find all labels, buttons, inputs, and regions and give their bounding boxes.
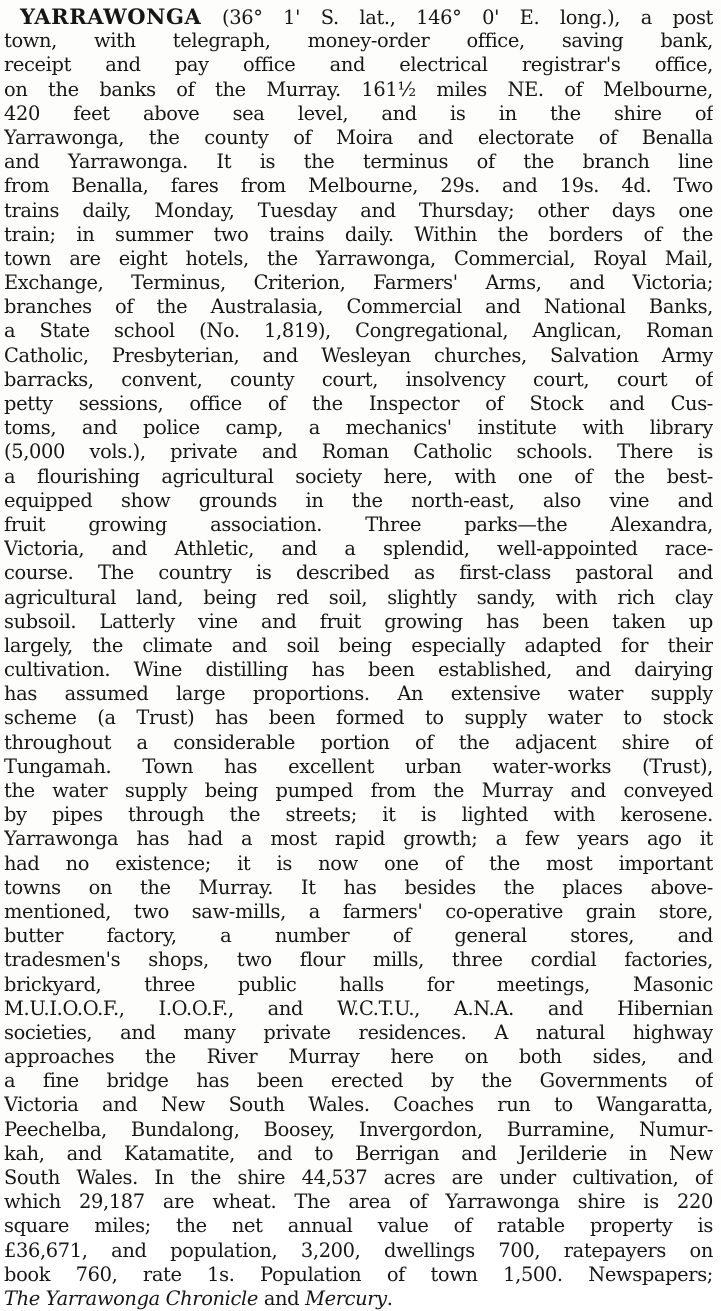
- text-line: Exchange, Terminus, Criterion, Farmers' Arms, and Victoria;: [4, 271, 713, 295]
- text-line: throughout a considerable portion of the adjacent shire of: [4, 730, 713, 754]
- text-line: from Benalla, fares from Melbourne, 29s. and 19s. 4d. Two: [4, 174, 713, 198]
- text-line: 420 feet above sea level, and is in the shire of: [4, 101, 713, 125]
- text-line: course. The country is described as first-class pastoral and: [4, 561, 713, 585]
- text-line: petty sessions, office of the Inspector of Stock and Cus-: [4, 392, 713, 415]
- text-line: kah, and Katamatite, and to Berrigan and Jerilderie in New: [4, 1141, 713, 1165]
- text-line: by pipes through the streets; it is lighted with kerosene.: [4, 803, 713, 827]
- entry-body: [4, 29, 713, 1287]
- text-line: a State school (No. 1,819), Congregational, Anglican, Roman: [4, 319, 713, 343]
- text-line: Catholic, Presbyterian, and Wesleyan churches, Salvation Army: [4, 343, 713, 367]
- text-line: town are eight hotels, the Yarrawonga, Commercial, Royal Mail,: [4, 246, 713, 270]
- text-line: (5,000 vols.), private and Roman Catholic schools. There is: [4, 440, 713, 464]
- text-line: which 29,187 are wheat. The area of Yarrawonga shire is 220: [4, 1190, 713, 1214]
- text-line: agricultural land, being red soil, slightly sandy, with rich clay: [4, 585, 713, 609]
- text-line: £36,671, and population, 3,200, dwellings 700, ratepayers on: [4, 1238, 713, 1262]
- newspaper-name-1: The Yarrawonga Chronicle: [4, 1286, 259, 1310]
- text-line: butter factory, a number of general stores, and: [4, 924, 713, 948]
- entry-last-line: [4, 1287, 713, 1311]
- text-line: book 760, rate 1s. Population of town 1,500. Newspapers;: [4, 1262, 713, 1286]
- entry-coordinates: (36° 1' S. lat., 146° 0' E. long.), a post: [201, 6, 713, 29]
- text-line: town, with telegraph, money-order office, saving bank,: [4, 29, 713, 53]
- text-line: Victoria, and Athletic, and a splendid, well-appointed race-: [4, 537, 713, 561]
- text-line: a flourishing agricultural society here, with one of the best-: [4, 464, 713, 488]
- text-line: branches of the Australasia, Commercial and National Banks,: [4, 295, 713, 319]
- text-line: on the banks of the Murray. 161½ miles NE. of Melbourne,: [4, 77, 713, 101]
- newspaper-join: and: [258, 1286, 306, 1310]
- text-line: largely, the climate and soil being especially adapted for their: [4, 633, 713, 657]
- text-line: tradesmen's shops, two flour mills, three cordial factories,: [4, 948, 713, 972]
- text-line: fruit growing association. Three parks—the Alexandra,: [4, 512, 713, 536]
- text-line: and Yarrawonga. It is the terminus of the branch line: [4, 150, 713, 174]
- text-line: Peechelba, Bundalong, Boosey, Invergordon, Burramine, Numur-: [4, 1117, 713, 1141]
- text-line: toms, and police camp, a mechanics' institute with library: [4, 416, 713, 440]
- text-line: scheme (a Trust) has been formed to supply water to stock: [4, 706, 713, 730]
- text-line: receipt and pay office and electrical registrar's office,: [4, 53, 713, 77]
- text-line: square miles; the net annual value of ratable property is: [4, 1214, 713, 1238]
- text-line: Yarrawonga has had a most rapid growth; a few years ago it: [4, 827, 713, 851]
- text-line: train; in summer two trains daily. Within the borders of the: [4, 222, 713, 246]
- text-line: Victoria and New South Wales. Coaches run to Wangaratta,: [4, 1093, 713, 1117]
- text-line: has assumed large proportions. An extensive water supply: [4, 682, 713, 706]
- text-line: approaches the River Murray here on both sides, and: [4, 1045, 713, 1069]
- text-line: brickyard, three public halls for meetings, Masonic: [4, 972, 713, 996]
- entry-first-line: [4, 5, 713, 29]
- text-line: Tungamah. Town has excellent urban water-works (Trust),: [4, 754, 713, 778]
- text-line: a fine bridge has been erected by the Governments of: [4, 1069, 713, 1093]
- text-line: the water supply being pumped from the Murray and conveyed: [4, 779, 713, 802]
- text-line: societies, and many private residences. A natural highway: [4, 1020, 713, 1044]
- text-line: M.U.I.O.O.F., I.O.O.F., and W.C.T.U., A.N.A. and Hibernian: [4, 996, 713, 1020]
- text-line: cultivation. Wine distilling has been established, and dairying: [4, 658, 713, 682]
- entry-heading: YARRAWONGA: [20, 5, 202, 29]
- text-line: mentioned, two saw-mills, a farmers' co-operative grain store,: [4, 899, 713, 923]
- text-line: subsoil. Latterly vine and fruit growing has been taken up: [4, 609, 713, 633]
- text-line: trains daily, Monday, Tuesday and Thursday; other days one: [4, 198, 713, 222]
- text-line: had no existence; it is now one of the most important: [4, 851, 713, 875]
- newspaper-end: .: [386, 1286, 393, 1310]
- newspaper-name-2: Mercury: [305, 1286, 387, 1310]
- text-line: Yarrawonga, the county of Moira and electorate of Benalla: [4, 125, 713, 149]
- text-line: equipped show grounds in the north-east, also vine and: [4, 488, 713, 512]
- text-line: South Wales. In the shire 44,537 acres are under cultivation, of: [4, 1166, 713, 1189]
- text-line: barracks, convent, county court, insolvency court, court of: [4, 367, 713, 391]
- text-line: towns on the Murray. It has besides the places above-: [4, 875, 713, 899]
